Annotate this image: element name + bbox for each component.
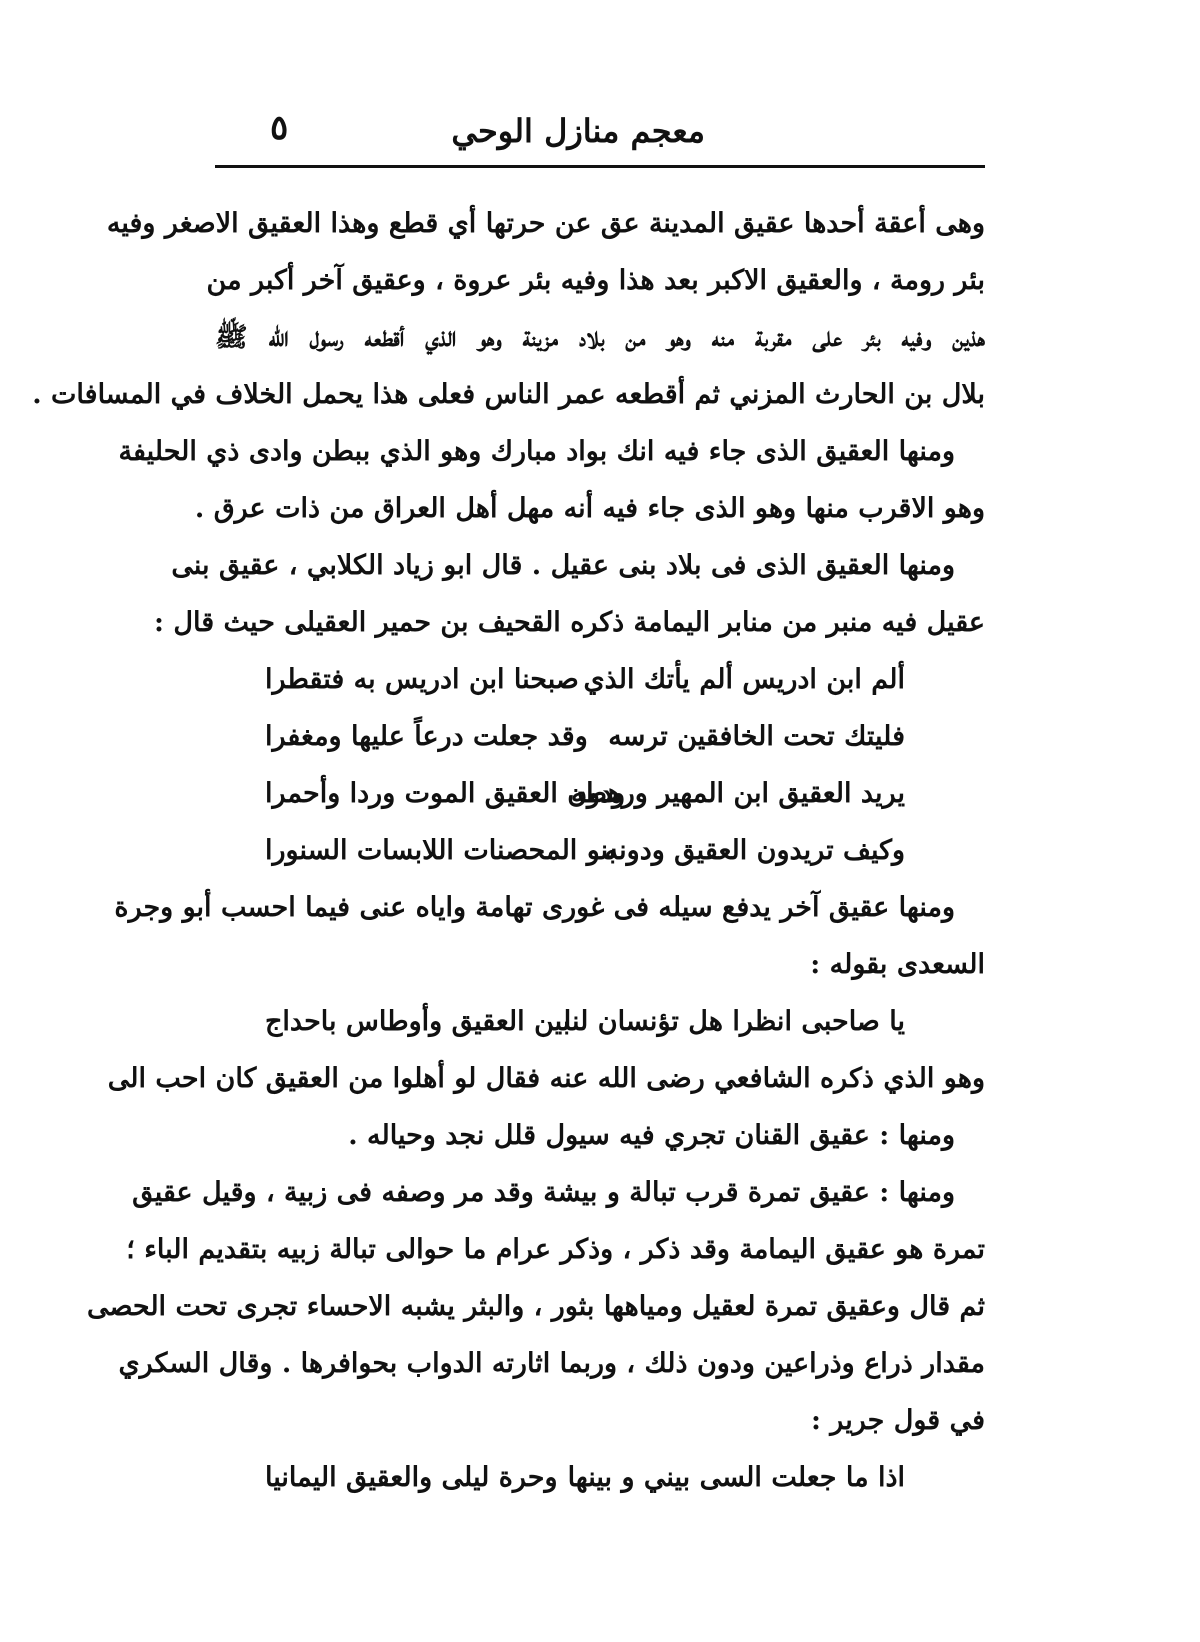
verse-second-hemistich: وحرة ليلى والعقيق اليمانيا	[265, 1462, 558, 1493]
page-body	[32, 195, 986, 1506]
page-number: ٥	[270, 108, 289, 148]
verse-second-hemistich: صبحنا ابن ادريس به فتقطرا	[265, 664, 579, 695]
prose-block-1	[32, 195, 986, 651]
verse-first-hemistich: وكيف تريدون العقيق ودونه	[604, 835, 905, 866]
verse-line	[215, 765, 985, 822]
header-rule	[215, 165, 985, 168]
text-line: ومنها العقيق الذى جاء فيه انك بواد مبارك وهو الذي ببطن وادى ذي الحليفة	[118, 436, 955, 467]
verse-second-hemistich: ودون العقيق الموت وردا وأحمرا	[265, 778, 626, 809]
prose-block-3	[86, 1050, 985, 1449]
verse-line	[215, 822, 985, 879]
text-line: بئر رومة ، والعقيق الاكبر بعد هذا وفيه بئر عروة ، وعقيق آخر أكبر من	[206, 265, 985, 296]
poem-block-1	[215, 651, 985, 879]
verse-line	[215, 651, 985, 708]
verse-second-hemistich: وقد جعلت درعاً عليها ومغفرا	[265, 721, 588, 752]
page-header	[215, 100, 985, 160]
text-line: وهو الاقرب منها وهو الذى جاء فيه أنه مهل أهل العراق من ذات عرق .	[194, 493, 985, 524]
verse-line	[215, 708, 985, 765]
verse-line	[215, 993, 985, 1050]
text-line: ومنها : عقيق القنان تجري فيه سيول قلل نجد وحياله .	[348, 1120, 955, 1151]
text-line: في قول جرير :	[810, 1405, 985, 1436]
text-line: ثم قال وعقيق تمرة لعقيل ومياهها بثور ، والبثر يشبه الاحساء تجرى تحت الحصى	[86, 1291, 985, 1322]
text-line: مقدار ذراع وذراعين ودون ذلك ، وربما اثارته الدواب بحوافرها . وقال السكري	[118, 1348, 985, 1379]
verse-first-hemistich: اذا ما جعلت السى بيني و بينها	[567, 1462, 905, 1493]
verse-second-hemistich: بين العقيق وأوطاس باحداج	[265, 1006, 571, 1037]
verse-first-hemistich: يريد العقيق ابن المهير ورهطه	[570, 778, 905, 809]
text-line: وهى أعقة أحدها عقيق المدينة عق عن حرتها أي قطع وهذا العقيق الاصغر وفيه	[106, 208, 985, 239]
running-title: معجم منازل الوحي	[451, 112, 705, 150]
text-line: بلال بن الحارث المزني ثم أقطعه عمر الناس فعلى هذا يحمل الخلاف في المسافات .	[32, 379, 985, 410]
poem-block-2	[215, 993, 985, 1050]
text-line: ومنها العقيق الذى فى بلاد بنى عقيل . قال ابو زياد الكلابي ، عقيق بنى	[171, 550, 955, 581]
text-line: عقيل فيه منبر من منابر اليمامة ذكره القحيف بن حمير العقيلى حيث قال :	[154, 607, 985, 638]
verse-line	[215, 1449, 985, 1506]
verse-first-hemistich: ألم ابن ادريس ألم يأتك الذي	[583, 664, 905, 695]
prose-block-2	[114, 879, 985, 993]
verse-first-hemistich: فليتك تحت الخافقين ترسه	[608, 721, 905, 752]
verse-second-hemistich: بنو المحصنات اللابسات السنورا	[265, 835, 617, 866]
text-line: تمرة هو عقيق اليمامة وقد ذكر ، وذكر عرام ما حوالى تبالة زبيه بتقديم الباء ؛	[126, 1234, 985, 1265]
text-line: السعدى بقوله :	[810, 949, 985, 980]
text-line: ومنها عقيق آخر يدفع سيله فى غورى تهامة واياه عنى فيما احسب أبو وجرة	[114, 892, 955, 923]
text-line: وهو الذي ذكره الشافعي رضى الله عنه فقال لو أهلوا من العقيق كان احب الى	[107, 1063, 985, 1094]
text-line: ومنها : عقيق تمرة قرب تبالة و بيشة وقد مر وصفه فى زبية ، وقيل عقيق	[132, 1177, 955, 1208]
verse-first-hemistich: يا صاحبى انظرا هل تؤنسان لنا	[563, 1006, 905, 1037]
poem-block-3	[215, 1449, 985, 1506]
text-line: هذين وفيه بئر على مقربة منه وهو من بلاد مزينة وهو الذي أقطعه رسول الله ﷺ	[215, 322, 986, 353]
